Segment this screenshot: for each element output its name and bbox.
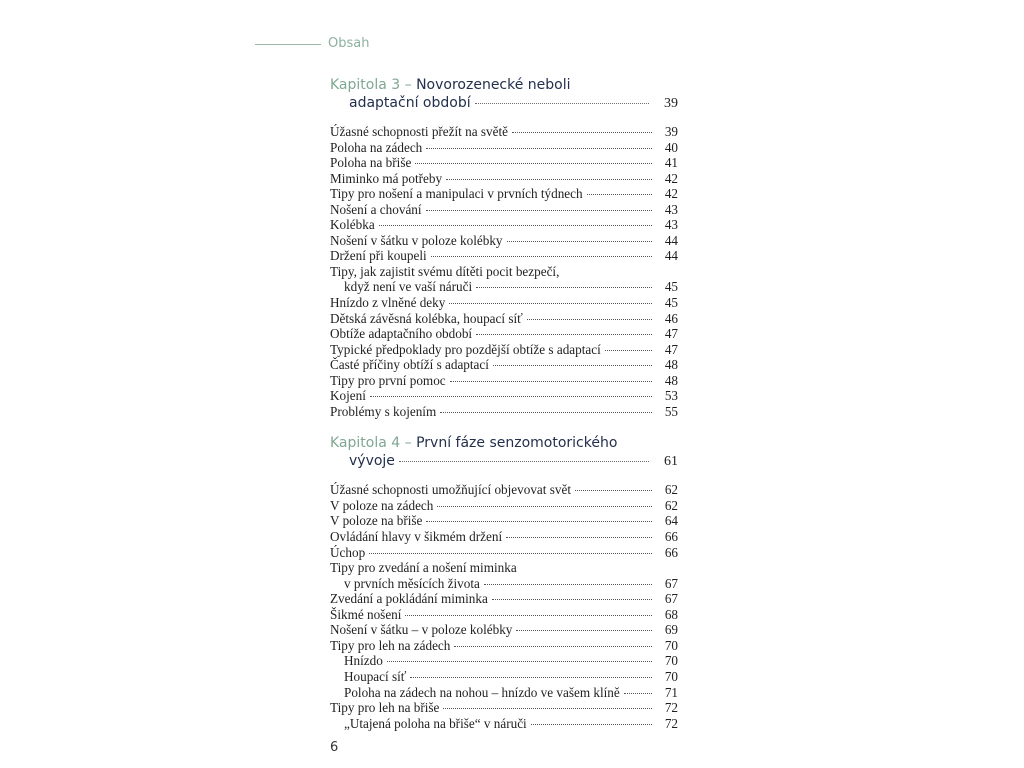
toc-entry-page: 70 bbox=[664, 653, 678, 669]
chapter-heading bbox=[330, 434, 678, 471]
toc-entry[interactable] bbox=[330, 388, 678, 404]
chapter-page: 61 bbox=[664, 454, 678, 470]
dot-leader bbox=[476, 334, 652, 335]
toc-entry[interactable] bbox=[330, 607, 678, 623]
toc-entry[interactable] bbox=[330, 373, 678, 389]
dot-leader bbox=[440, 412, 652, 413]
toc-entry-page: 40 bbox=[664, 139, 678, 155]
dot-leader bbox=[587, 194, 652, 195]
toc-entry[interactable] bbox=[330, 326, 678, 342]
header-label: Obsah bbox=[328, 36, 370, 51]
dot-leader bbox=[450, 381, 652, 382]
toc-entry-page: 66 bbox=[664, 529, 678, 545]
chapter-page: 39 bbox=[664, 96, 678, 111]
toc-entry[interactable] bbox=[330, 186, 678, 202]
toc-entry-page: 70 bbox=[664, 668, 678, 684]
toc-entry-page: 48 bbox=[664, 372, 678, 388]
toc-entry-text: Šikmé nošení bbox=[330, 606, 402, 622]
toc-entry[interactable] bbox=[330, 233, 678, 249]
toc-entry-first-line[interactable]: Tipy, jak zajistit svému dítěti pocit bezpečí, bbox=[330, 263, 560, 279]
toc-subentry[interactable] bbox=[330, 653, 678, 669]
toc-entry-text: Časté příčiny obtíží s adaptací bbox=[330, 357, 489, 373]
toc-entry-page: 68 bbox=[664, 606, 678, 622]
toc-entry[interactable] bbox=[330, 124, 678, 140]
dot-leader bbox=[443, 708, 652, 709]
dot-leader bbox=[475, 103, 649, 104]
chapter-title-continued: vývoje bbox=[349, 453, 395, 470]
toc-entry-text: Typické předpoklady pro pozdější obtíže s adaptací bbox=[330, 341, 601, 357]
toc-entry-page: 66 bbox=[664, 544, 678, 560]
toc-entry-page: 70 bbox=[664, 637, 678, 653]
toc-entry-page: 62 bbox=[664, 497, 678, 513]
dot-leader bbox=[624, 693, 652, 694]
toc-entry[interactable] bbox=[330, 404, 678, 420]
page-number: 6 bbox=[330, 740, 339, 755]
dot-leader bbox=[370, 396, 652, 397]
toc-entry-text: Obtíže adaptačního období bbox=[330, 326, 473, 342]
toc-entry-page: 72 bbox=[664, 715, 678, 731]
toc-entry[interactable] bbox=[330, 342, 678, 358]
toc-entry[interactable] bbox=[330, 482, 678, 498]
dot-leader bbox=[512, 132, 652, 133]
toc-entry-text: Nošení v šátku v poloze kolébky bbox=[330, 232, 503, 248]
chapter-heading bbox=[330, 76, 678, 113]
dot-leader bbox=[575, 490, 652, 491]
dot-leader bbox=[387, 661, 652, 662]
toc-entry[interactable] bbox=[330, 513, 678, 529]
toc-entry-page: 48 bbox=[664, 357, 678, 373]
toc-entry-text: v prvních měsících života bbox=[344, 575, 480, 591]
toc-entry-page: 62 bbox=[664, 482, 678, 498]
toc-entry-text: V poloze na zádech bbox=[330, 497, 434, 513]
toc-entry-page: 55 bbox=[664, 403, 678, 419]
toc-entry-text: Nošení v šátku – v poloze kolébky bbox=[330, 622, 513, 638]
toc-entry[interactable] bbox=[330, 140, 678, 156]
dot-leader bbox=[399, 461, 649, 462]
toc-entry-text: V poloze na břiše bbox=[330, 513, 423, 529]
toc-entry-page: 42 bbox=[664, 186, 678, 202]
toc-entry-text: Poloha na břiše bbox=[330, 155, 412, 171]
toc-entry-page: 44 bbox=[664, 232, 678, 248]
dot-leader bbox=[493, 365, 652, 366]
toc-entry-text: Tipy pro první pomoc bbox=[330, 372, 446, 388]
toc-entry-text: Kojení bbox=[330, 388, 366, 404]
dot-leader bbox=[484, 584, 652, 585]
dot-leader bbox=[506, 537, 652, 538]
toc-entry-page: 44 bbox=[664, 248, 678, 264]
dot-leader bbox=[507, 241, 652, 242]
dot-leader bbox=[431, 256, 652, 257]
toc-subentry[interactable] bbox=[330, 685, 678, 701]
toc-entry-page: 43 bbox=[664, 217, 678, 233]
toc-entry[interactable] bbox=[330, 311, 678, 327]
toc-entry[interactable] bbox=[330, 622, 678, 638]
toc-entry-page: 45 bbox=[664, 295, 678, 311]
toc-entry[interactable] bbox=[330, 295, 678, 311]
toc-entry[interactable] bbox=[330, 700, 678, 716]
dot-leader bbox=[527, 319, 652, 320]
toc-entry-text: Tipy pro nošení a manipulaci v prvních týdnech bbox=[330, 186, 583, 202]
toc-entry-text: Držení při koupeli bbox=[330, 248, 427, 264]
dot-leader bbox=[531, 724, 652, 725]
chapter-label: Kapitola 4 – bbox=[330, 435, 412, 452]
dot-leader bbox=[379, 225, 652, 226]
toc-entry[interactable] bbox=[330, 279, 678, 295]
toc-entry-page: 47 bbox=[664, 326, 678, 342]
toc-entry[interactable] bbox=[330, 171, 678, 187]
toc-entry-page: 41 bbox=[664, 155, 678, 171]
toc-entry[interactable] bbox=[330, 155, 678, 171]
toc-entry[interactable] bbox=[330, 529, 678, 545]
toc-entry-page: 45 bbox=[664, 279, 678, 295]
header-rule bbox=[255, 44, 321, 45]
toc-entry-page: 43 bbox=[664, 201, 678, 217]
dot-leader bbox=[476, 287, 652, 288]
toc-entry-text: Houpací síť bbox=[344, 668, 407, 684]
dot-leader bbox=[426, 148, 652, 149]
toc-entry-text: Ovládání hlavy v šikmém držení bbox=[330, 529, 503, 545]
toc-entry-text: Tipy pro leh na břiše bbox=[330, 700, 440, 716]
toc-entry-page: 39 bbox=[664, 124, 678, 139]
toc-entry-text: „Utajená poloha na břiše“ v náruči bbox=[344, 715, 527, 731]
toc-entry-text: Úchop bbox=[330, 544, 366, 560]
toc-entry-text: Nošení a chování bbox=[330, 201, 422, 217]
chapter-title: První fáze senzomotorického bbox=[416, 435, 618, 452]
toc-entry-page: 42 bbox=[664, 170, 678, 186]
dot-leader bbox=[415, 163, 652, 164]
toc-entry[interactable] bbox=[330, 545, 678, 561]
toc-entry[interactable] bbox=[330, 576, 678, 592]
dot-leader bbox=[492, 599, 652, 600]
toc-entry-text: Zvedání a pokládání miminka bbox=[330, 591, 488, 607]
toc-entry[interactable] bbox=[330, 217, 678, 233]
toc-entry[interactable] bbox=[330, 591, 678, 607]
toc-entry[interactable] bbox=[330, 248, 678, 264]
chapter-gap bbox=[330, 419, 678, 434]
toc-entry-text: Poloha na zádech bbox=[330, 139, 423, 155]
dot-leader bbox=[410, 677, 652, 678]
toc-entry-page: 53 bbox=[664, 388, 678, 404]
chapter-label: Kapitola 3 – bbox=[330, 77, 412, 93]
dot-leader bbox=[369, 553, 652, 554]
toc-entry-text: Miminko má potřeby bbox=[330, 170, 443, 186]
toc-entry-text: Úžasné schopnosti přežít na světě bbox=[330, 124, 508, 139]
toc-entry-text: když není ve vaší náruči bbox=[344, 279, 473, 295]
dot-leader bbox=[449, 303, 652, 304]
dot-leader bbox=[446, 179, 652, 180]
toc-entry-text: Hnízdo bbox=[344, 653, 383, 669]
dot-leader bbox=[437, 506, 652, 507]
dot-leader bbox=[426, 210, 652, 211]
toc-entry-page: 47 bbox=[664, 341, 678, 357]
toc-entry-text: Hnízdo z vlněné deky bbox=[330, 295, 446, 311]
toc-entry[interactable] bbox=[330, 202, 678, 218]
chapter-title: Novorozenecké neboli bbox=[416, 77, 571, 93]
toc-entry-first-line[interactable]: Tipy pro zvedání a nošení miminka bbox=[330, 560, 517, 576]
toc-subentry[interactable] bbox=[330, 716, 678, 732]
dot-leader bbox=[405, 615, 652, 616]
toc-entry-page: 67 bbox=[664, 575, 678, 591]
toc-subentry[interactable] bbox=[330, 669, 678, 685]
toc-entry-page: 69 bbox=[664, 622, 678, 638]
toc-entry-text: Poloha na zádech na nohou – hnízdo ve vašem klíně bbox=[344, 684, 620, 700]
toc-entry[interactable] bbox=[330, 357, 678, 373]
toc-entry-page: 72 bbox=[664, 700, 678, 716]
dot-leader bbox=[516, 630, 652, 631]
toc-entry-text: Kolébka bbox=[330, 217, 375, 233]
chapter-title-continued: adaptační období bbox=[349, 95, 471, 111]
toc-entry-text: Úžasné schopnosti umožňující objevovat svět bbox=[330, 482, 571, 498]
toc-entry-text: Problémy s kojením bbox=[330, 403, 437, 419]
toc-entry-page: 71 bbox=[664, 684, 678, 700]
toc-entry-text: Dětská závěsná kolébka, houpací síť bbox=[330, 310, 523, 326]
toc-entry[interactable] bbox=[330, 498, 678, 514]
table-of-contents bbox=[330, 76, 678, 731]
toc-entry[interactable] bbox=[330, 638, 678, 654]
dot-leader bbox=[605, 350, 652, 351]
toc-entry-page: 46 bbox=[664, 310, 678, 326]
toc-entry-page: 67 bbox=[664, 591, 678, 607]
dot-leader bbox=[426, 521, 652, 522]
toc-entry-text: Tipy pro leh na zádech bbox=[330, 637, 451, 653]
toc-entry-page: 64 bbox=[664, 513, 678, 529]
dot-leader bbox=[454, 646, 652, 647]
